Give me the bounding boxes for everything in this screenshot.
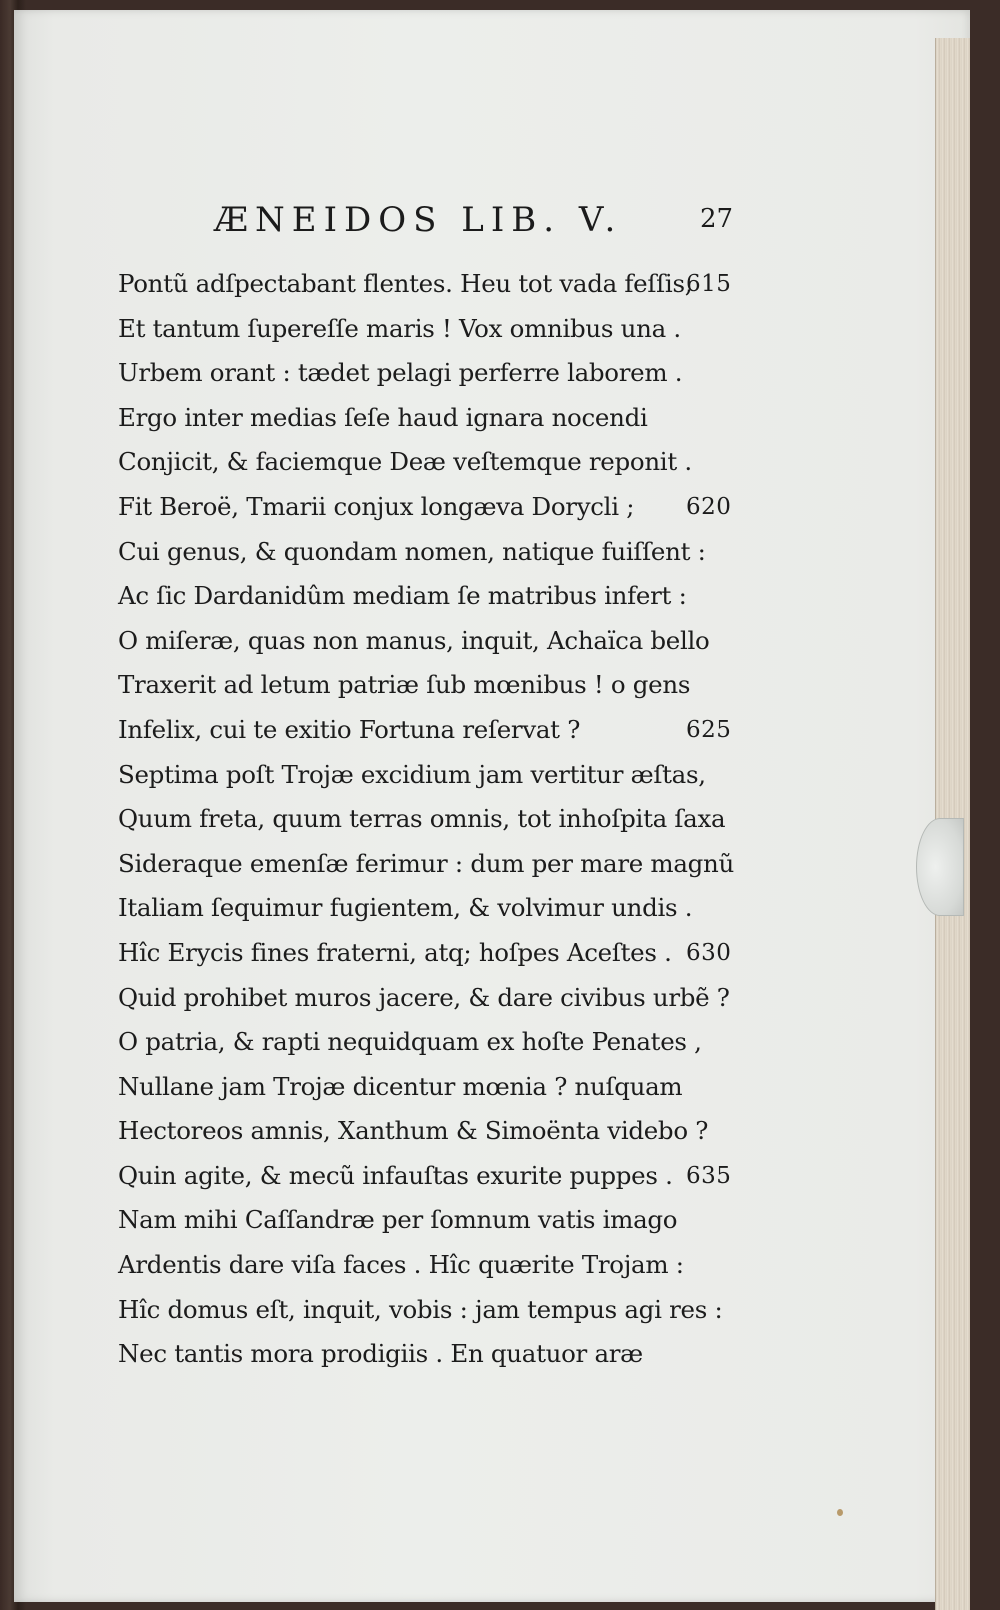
- verse-text: Hîc domus eſt, inquit, vobis : jam tempus agi res :: [118, 1294, 723, 1324]
- verse-line: [118, 262, 758, 307]
- verse-number: 615: [686, 271, 732, 297]
- verse-text: Nam mihi Caſſandræ per ſomnum vatis imago: [118, 1205, 678, 1235]
- running-head-title: ÆNEIDOS LIB. V.: [214, 200, 623, 240]
- verse-line: [118, 1332, 758, 1377]
- verse-line: [118, 842, 758, 887]
- verse-line: [118, 1109, 758, 1154]
- verse-text: Hîc Erycis fines fraterni, atq; hoſpes Aceſtes .: [118, 937, 672, 967]
- verse-line: [118, 976, 758, 1021]
- verse-text: O patria, & rapti nequidquam ex hoſte Penates ,: [118, 1027, 702, 1057]
- verse-line: [118, 1198, 758, 1243]
- verse-line: [118, 663, 758, 708]
- verse-text: Conjicit, & faciemque Deæ veſtemque reponit .: [118, 447, 692, 477]
- verse-text: Quid prohibet muros jacere, & dare civibus urbẽ ?: [118, 982, 730, 1012]
- page-clasp: [916, 818, 964, 916]
- verse-line: [118, 485, 758, 530]
- verse-text: Cui genus, & quondam nomen, natique fuiſſent :: [118, 536, 706, 566]
- verse-text: Fit Beroë, Tmarii conjux longæva Dorycli ;: [118, 491, 635, 521]
- verse-line: [118, 886, 758, 931]
- verse-text: Traxerit ad letum patriæ ſub mœnibus ! o gens: [118, 670, 691, 700]
- verse-text: Nullane jam Trojæ dicentur mœnia ? nuſquam: [118, 1071, 683, 1101]
- verse-text-block: [118, 262, 758, 1377]
- verse-text: Et tantum ſupereſſe maris ! Vox omnibus una .: [118, 313, 681, 343]
- verse-text: Ergo inter medias ſeſe haud ignara nocendi: [118, 402, 648, 432]
- verse-line: [118, 1065, 758, 1110]
- verse-line: [118, 396, 758, 441]
- page-number: 27: [700, 204, 734, 234]
- verse-text: Quin agite, & mecũ infauſtas exurite puppes .: [118, 1160, 673, 1190]
- verse-text: Hectoreos amnis, Xanthum & Simoënta videbo ?: [118, 1116, 709, 1146]
- verse-text: Ac ſic Dardanidûm mediam ſe matribus infert :: [118, 581, 687, 611]
- verse-line: [118, 708, 758, 753]
- verse-line: [118, 797, 758, 842]
- verse-number: 635: [686, 1162, 732, 1189]
- verse-line: [118, 1288, 758, 1333]
- verse-line: [118, 351, 758, 396]
- verse-line: [118, 931, 758, 976]
- verse-text: Urbem orant : tædet pelagi perferre laborem .: [118, 358, 683, 388]
- verse-line: [118, 574, 758, 619]
- verse-number: 630: [686, 939, 732, 966]
- verse-line: [118, 307, 758, 352]
- verse-text: Infelix, cui te exitio Fortuna reſervat ?: [118, 714, 581, 744]
- verse-line: [118, 440, 758, 485]
- book-page: [14, 10, 970, 1602]
- verse-text: Ardentis dare viſa faces . Hîc quærite Trojam :: [118, 1250, 684, 1280]
- verse-line: [118, 1243, 758, 1288]
- verse-text: O miſeræ, quas non manus, inquit, Achaïca bello: [118, 625, 710, 655]
- verse-text: Quum freta, quum terras omnis, tot inhoſpita ſaxa: [118, 804, 726, 834]
- verse-line: [118, 753, 758, 798]
- verse-text: Italiam ſequimur fugientem, & volvimur undis .: [118, 893, 693, 923]
- verse-text: Nec tantis mora prodigiis . En quatuor aræ: [118, 1339, 643, 1369]
- verse-number: 620: [686, 493, 732, 520]
- foxing-spot: [837, 1509, 843, 1516]
- verse-text: Sideraque emenſæ ferimur : dum per mare magnũ: [118, 848, 735, 878]
- verse-text: Septima poſt Trojæ excidium jam vertitur æſtas,: [118, 759, 706, 789]
- verse-line: [118, 1154, 758, 1199]
- verse-line: [118, 619, 758, 664]
- verse-line: [118, 530, 758, 575]
- running-head: [214, 200, 754, 250]
- verse-line: [118, 1020, 758, 1065]
- verse-number: 625: [686, 716, 732, 743]
- verse-text: Pontũ adſpectabant flentes. Heu tot vada feſſis,: [118, 269, 693, 298]
